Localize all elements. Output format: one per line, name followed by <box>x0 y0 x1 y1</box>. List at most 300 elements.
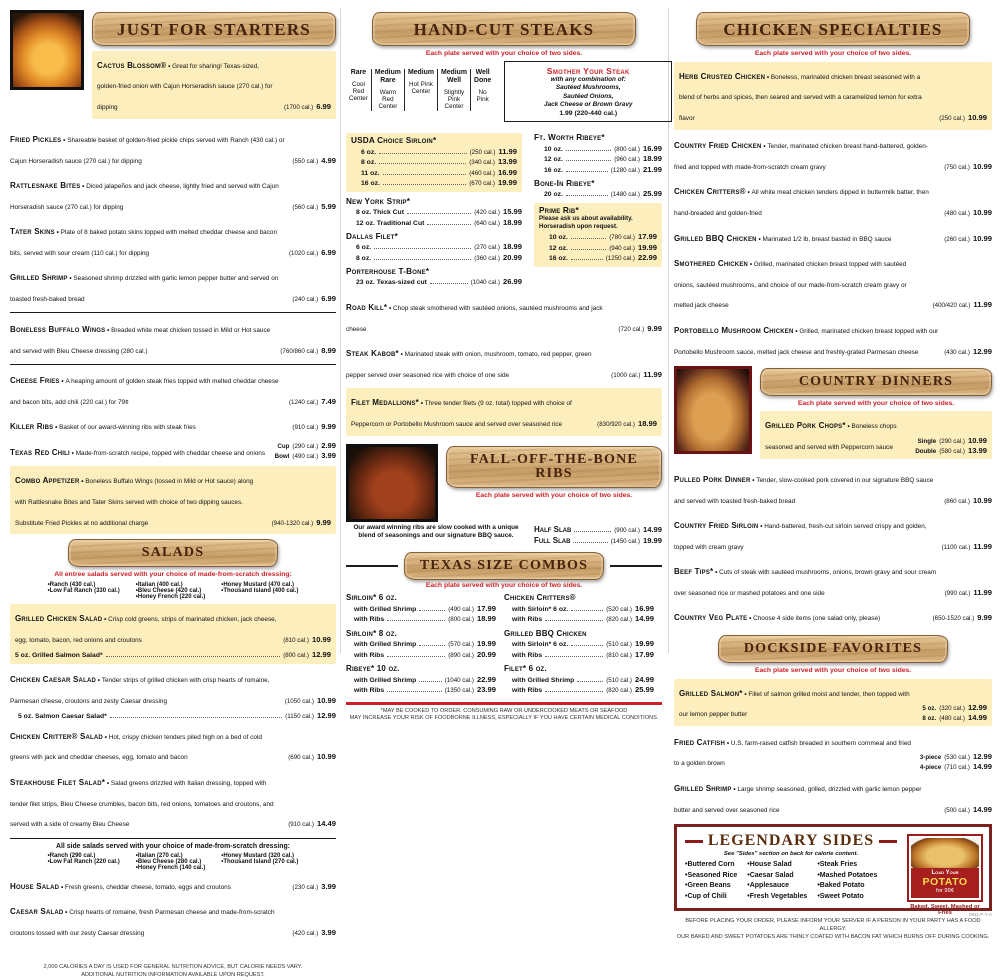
item-price: 18.99 <box>502 217 522 227</box>
salads-entree-note: All entree salads served with your choice of made-from-scratch dressing: <box>54 570 292 578</box>
item-cal: (490 cal.) <box>448 605 474 613</box>
dressing: • Ranch (430 cal.) <box>48 582 120 588</box>
item-name: Boneless Buffalo Wings <box>10 324 106 334</box>
side-dressings <box>10 853 336 871</box>
item-price: 6.99 <box>321 247 336 257</box>
dockside-note: Each plate served with your choice of two sides. <box>754 667 912 675</box>
item-price: 9.99 <box>647 323 662 333</box>
item-price: 10.99 <box>967 113 987 123</box>
loaded-potato-photo <box>911 838 979 868</box>
item-name: Bone-In Ribeye* <box>534 178 595 188</box>
dot-leader <box>577 681 603 682</box>
item-price: 13.99 <box>967 445 987 455</box>
rule-line <box>685 840 703 843</box>
item-cal: (230 cal.) <box>292 884 319 892</box>
divider <box>10 364 336 365</box>
dot-leader <box>571 249 606 250</box>
menu-item-tater-skins <box>10 220 336 262</box>
combo-item <box>504 593 662 625</box>
item-price: 9.99 <box>316 517 331 527</box>
item-cal: (910 cal.) <box>288 821 314 829</box>
item-name: House Salad <box>10 882 60 892</box>
item-name: Combo Appetizer <box>15 476 80 486</box>
dot-leader <box>573 542 607 543</box>
item-price: 12.99 <box>967 703 987 712</box>
menu-item-killer-ribs <box>10 415 336 436</box>
right-footer <box>674 918 992 941</box>
item-cal: (510 cal.) <box>606 641 632 649</box>
item-cal: (400/420 cal.) <box>932 302 971 310</box>
item-price: 3.99 <box>321 928 336 938</box>
red-divider <box>346 702 662 705</box>
size-label: 20 oz. <box>544 191 563 199</box>
item-name: Fried Catfish <box>674 737 726 747</box>
item-cal: (1020 cal.) <box>288 249 319 257</box>
size-label: 12 oz. <box>549 244 568 252</box>
item-desc: • All white meat chicken tenders dipped in buttermilk batter, then hand-breaded and golden-fried <box>674 189 929 217</box>
steak-columns <box>346 128 662 291</box>
item-price: 19.99 <box>637 242 657 252</box>
load-your-potato-badge <box>907 834 983 917</box>
size-label: 4-piece <box>919 764 942 772</box>
item-cal: (810 cal.) <box>283 636 309 644</box>
dot-leader <box>566 195 608 196</box>
cactus-blossom-photo <box>10 10 84 90</box>
doneness-label: Medium Rare <box>374 69 401 84</box>
dot-leader <box>427 224 471 225</box>
doneness-label: Rare <box>350 69 367 76</box>
dressing: • Bleu Cheese (280 cal.) <box>136 859 205 865</box>
item-cal: (1100 cal.) <box>941 543 971 551</box>
ribs-photo <box>346 444 438 522</box>
item-cal: (910 cal.) <box>292 424 319 432</box>
dot-leader <box>419 645 445 646</box>
item-cal: (290 cal.) <box>292 443 319 451</box>
rule-line <box>610 565 662 567</box>
item-price: 20.99 <box>476 649 496 659</box>
item-name: Chicken Critters® <box>504 593 576 603</box>
menu-item-boneless-buffalo-wings <box>10 318 336 360</box>
size-label: Double <box>915 447 937 455</box>
item-cal: (890 cal.) <box>448 651 474 659</box>
item-price: 19.99 <box>634 639 654 649</box>
variant-label: 5 oz. Grilled Salmon Salad* <box>15 652 103 660</box>
menu-item-prime-rib <box>534 203 662 267</box>
side-item: • Caesar Salad <box>747 871 807 882</box>
size-label: 8 oz. <box>361 159 377 167</box>
item-cal: (830/920 cal.) <box>597 420 635 428</box>
item-name: Steak Kabob* <box>346 348 399 358</box>
item-cal: (940 cal.) <box>609 244 635 252</box>
item-price: 14.49 <box>316 819 336 829</box>
dot-leader <box>383 184 466 185</box>
item-price: 22.99 <box>637 253 657 263</box>
dressing: • Honey Mustard (320 cal.) <box>221 853 298 859</box>
item-name: Porterhouse T-Bone* <box>346 266 430 276</box>
menu-item-cactus-blossom <box>92 51 336 119</box>
item-desc: • Chop steak smothered with sautéed onions, sautéed mushrooms and jack cheese <box>346 305 603 333</box>
item-desc: • A heaping amount of golden steak fries topped with melted cheddar cheese and bacon bits, add chili (220 cal.) for 79¢ <box>10 378 279 406</box>
item-name: Beef Tips* <box>674 567 714 577</box>
chicken-note: Each plate served with your choice of two sides. <box>754 50 912 57</box>
item-name: Pulled Pork Dinner <box>674 474 751 484</box>
potato-line: Load Your <box>931 870 959 877</box>
menu-item-filet-medallions <box>346 388 662 436</box>
item-cal: (800 cal.) <box>614 145 640 153</box>
menu-item-grilled-pork-chops <box>760 411 992 459</box>
menu-item-cheese-fries <box>10 369 336 411</box>
item-price: 11.99 <box>643 369 662 379</box>
footer-line: *MAY BE COOKED TO ORDER. CONSUMING RAW OR UNDERCOOKED MEATS OR SEAFOOD <box>380 707 628 714</box>
menu-item-fried-pickles <box>10 128 336 170</box>
menu-item-grilled-shrimp-starter <box>10 266 336 308</box>
item-cal: (260 cal.) <box>944 235 970 243</box>
item-cal: (1000 cal.) <box>611 371 641 379</box>
ribs-header <box>346 444 662 522</box>
item-cal: (710 cal.) <box>944 764 970 772</box>
menu-item-ft-worth-ribeye <box>534 133 662 174</box>
starters-plank: JUST FOR STARTERS <box>92 12 336 46</box>
ribs-desc: Our award winning ribs are slow cooked with a unique blend of seasonings and our signature BBQ sauce. <box>353 523 519 540</box>
item-desc: • Grilled, marinated chicken breast topped with our Portobello Mushroom sauce, melted jack cheese and freshly-grated Parmesan cheese <box>674 328 938 356</box>
combo-option: with Ribs <box>354 616 385 624</box>
item-desc: • Breaded white meat chicken tossed in Mild or Hot sauce and served with Bleu Cheese dressing (280 cal.) <box>10 327 270 355</box>
combo-item <box>504 629 662 661</box>
menu-item-combo-appetizer <box>10 466 336 534</box>
steak-column-left <box>346 128 522 291</box>
item-desc: • Salad greens drizzled with Italian dressing, topped with tender filet strips, Bleu Cheese crumbles, bacon bits, red onions, tomatoes and croutons, and served with a side of creamy Bleu Cheese <box>10 780 274 829</box>
item-cal: (250 cal.) <box>939 115 965 123</box>
item-name: New York Strip* <box>346 196 411 206</box>
item-cal: (1040 cal.) <box>470 279 500 287</box>
item-price: 3.99 <box>321 882 336 892</box>
item-name: Filet Medallions* <box>351 398 419 407</box>
dockside-plank: DOCKSIDE FAVORITES <box>718 635 948 663</box>
item-name: Filet* 6 oz. <box>504 664 547 674</box>
prime-rib-note: Horseradish upon request. <box>539 223 618 231</box>
item-price: 12.99 <box>316 711 336 721</box>
footer-line: 2,000 CALORIES A DAY IS USED FOR GENERAL NUTRITION ADVICE, BUT CALORIE NEEDS VARY. <box>43 964 303 970</box>
item-desc: • U.S. farm-raised catfish breaded in southern cornmeal and fried to a golden brown <box>674 740 911 768</box>
dot-leader <box>566 160 611 161</box>
size-label: 8 oz. Thick Cut <box>356 209 404 217</box>
combos-plank: TEXAS SIZE COMBOS <box>404 552 604 580</box>
doneness-label: Medium <box>407 69 434 76</box>
size-label: 12 oz. Traditional Cut <box>356 219 425 227</box>
item-price: 10.99 <box>967 435 987 445</box>
item-price: 16.99 <box>634 603 654 613</box>
item-cal: (1250 cal.) <box>605 255 635 263</box>
item-name: Texas Red Chili <box>10 447 70 457</box>
doneness-label: Well Done <box>474 69 492 84</box>
item-price: 14.99 <box>972 804 992 814</box>
item-price: 20.99 <box>502 252 522 262</box>
starters-header-stack <box>92 10 336 123</box>
menu-item-chicken-caesar-salad <box>10 668 336 720</box>
item-cal: (650-1520 cal.) <box>932 615 975 623</box>
item-price: 2.99 <box>321 441 336 451</box>
item-cal: (580 cal.) <box>939 447 965 455</box>
item-price: 10.99 <box>972 495 992 505</box>
doneness-and-smother <box>346 61 662 122</box>
item-name: Grilled Pork Chops* <box>765 421 846 431</box>
dot-leader <box>379 153 467 154</box>
size-label: 5 oz. <box>922 705 937 712</box>
item-cal: (550 cal.) <box>292 157 319 165</box>
menu-item-chicken-critters <box>674 180 992 222</box>
item-price: 7.49 <box>321 397 336 407</box>
item-price: 10.99 <box>972 233 992 243</box>
item-price: 12.99 <box>311 650 331 660</box>
menu-item-grilled-salmon <box>674 679 992 727</box>
item-price: 17.99 <box>634 649 654 659</box>
dot-leader <box>571 238 606 239</box>
item-name: Sirloin* 6 oz. <box>346 593 398 603</box>
item-cal: (420 cal.) <box>474 209 500 217</box>
size-label: Cup <box>277 443 290 451</box>
smother-line: Jack Cheese or Brown Gravy <box>544 100 633 108</box>
size-label: 23 oz. Texas-sized cut <box>356 279 427 287</box>
menu-item-chicken-critter-salad <box>10 725 336 767</box>
item-name: Portobello Mushroom Chicken <box>674 325 794 335</box>
side-item: • Steak Fries <box>817 860 877 871</box>
steak-column-right <box>534 128 662 291</box>
size-label: 10 oz. <box>544 145 563 153</box>
dot-leader <box>407 213 471 214</box>
dot-leader <box>571 610 603 611</box>
item-name: Grilled Shrimp <box>674 783 732 793</box>
right-column <box>674 10 992 942</box>
item-cal: (750 cal.) <box>944 164 970 172</box>
dressing: • Low Fat Ranch (330 cal.) <box>48 588 120 594</box>
item-cal: (250 cal.) <box>469 148 496 156</box>
item-name: Chicken Critter® Salad <box>10 731 103 741</box>
item-cal: (1240 cal.) <box>288 399 319 407</box>
combo-item <box>346 664 504 696</box>
item-price: 18.99 <box>642 154 662 164</box>
item-cal: (480 cal.) <box>944 210 970 218</box>
item-name: Grilled Chicken Salad <box>15 613 103 623</box>
item-cal: (690 cal.) <box>288 754 314 762</box>
dot-leader <box>566 150 611 151</box>
menu-item-smothered-chicken <box>674 252 992 314</box>
item-cal: (530 cal.) <box>944 754 970 762</box>
item-price: 6.99 <box>321 293 336 303</box>
item-name: Killer Ribs <box>10 422 54 432</box>
item-cal: (1700 cal.) <box>283 104 314 112</box>
country-plank: COUNTRY DINNERS <box>760 368 992 396</box>
item-cal: (860 cal.) <box>944 497 970 505</box>
menu-item-steakhouse-filet-salad <box>10 771 336 833</box>
item-desc: • Boneless Buffalo Wings (tossed in Mild or Hot sauce) along with Rattlesnake Bites and Tater Skins served with choice of two dipping sauces. Substitute Fried Pickles at no additional charge <box>15 478 253 527</box>
doneness-sub: Slightly Pink Center <box>443 88 465 111</box>
item-name: Ribeye* 10 oz. <box>346 664 400 674</box>
entree-dressings <box>10 582 336 600</box>
item-price: 10.99 <box>316 752 336 762</box>
side-item: • Sweet Potato <box>817 892 877 903</box>
combo-option: with Ribs <box>354 651 385 659</box>
combos-grid <box>346 593 662 696</box>
item-cal: (940-1320 cal.) <box>271 519 314 527</box>
combo-option: with Grilled Shrimp <box>354 641 417 649</box>
dressing: • Honey French (220 cal.) <box>136 594 205 600</box>
dressing: • Bleu Cheese (420 cal.) <box>136 588 205 594</box>
potato-line: for 99¢ <box>935 888 955 895</box>
item-desc: • Plate of 8 baked potato skins topped with melted cheddar cheese and bacon bits, served with sour cream (110 cal.) for dipping <box>10 229 277 257</box>
size-label: 3-piece <box>919 754 942 762</box>
item-cal: (270 cal.) <box>474 244 500 252</box>
footer-line: OUR BAKED AND SWEET POTATOES ARE THINLY COATED WITH BACON FAT WHICH BURNS OFF DURING COOKING. <box>676 933 990 940</box>
doneness-label: Medium Well <box>440 69 468 84</box>
item-price: 16.99 <box>642 143 662 153</box>
item-name: Caesar Salad <box>10 907 64 917</box>
side-item: • Buttered Corn <box>685 860 737 871</box>
item-price: 15.99 <box>502 207 522 217</box>
item-price: 10.99 <box>972 208 992 218</box>
item-name: Cactus Blossom® <box>97 60 167 70</box>
item-name: Tater Skins <box>10 227 55 237</box>
item-desc: • Grilled, marinated chicken breast topped with sautéed onions, sautéed mushrooms, and choice of our made-from-scratch cream gravy or melted jack cheese <box>674 261 907 310</box>
steaks-plank: HAND-CUT STEAKS <box>372 12 636 46</box>
item-price: 26.99 <box>502 277 522 287</box>
dot-leader <box>419 610 445 611</box>
item-cal: (780 cal.) <box>609 234 635 242</box>
item-name: Full Slab <box>534 535 571 545</box>
column-divider-left <box>340 8 341 653</box>
prime-rib-note: Please ask us about availability. <box>539 215 633 223</box>
item-cal: (490 cal.) <box>292 453 319 461</box>
size-label: 6 oz. <box>361 148 377 156</box>
item-desc: • Diced jalapeños and jack cheese, lightly fried and served with Cajun Horseradish sauce (270 cal.) for dipping <box>10 183 279 211</box>
item-price: 9.99 <box>977 613 992 623</box>
item-price: 19.99 <box>476 639 496 649</box>
item-price: 12.99 <box>972 752 992 762</box>
variant-label: 5 oz. Salmon Caesar Salad* <box>18 713 107 721</box>
rule-line <box>879 840 897 843</box>
item-cal: (900 cal.) <box>614 527 640 535</box>
menu-item-grilled-shrimp-dockside <box>674 777 992 819</box>
menu-item-country-fried-chicken <box>674 134 992 176</box>
footer-line: MAY INCREASE YOUR RISK OF FOODBORNE ILLNESS, ESPECIALLY IF YOU HAVE CERTAIN MEDICAL CONDITIONS. <box>349 715 659 722</box>
combos-note: Each plate served with your choice of two sides. <box>425 582 583 590</box>
item-cal: (670 cal.) <box>469 180 495 188</box>
item-cal: (520 cal.) <box>606 605 632 613</box>
dot-leader <box>574 531 611 532</box>
item-cal: (1450 cal.) <box>610 537 640 545</box>
dot-leader <box>387 691 442 692</box>
combo-item <box>504 664 662 696</box>
item-desc: • Basket of our award-winning ribs with steak fries <box>53 424 196 431</box>
footer-line: BEFORE PLACING YOUR ORDER, PLEASE INFORM YOUR SERVER IF A PERSON IN YOUR PARTY HAS A FOOD ALLERGY. <box>685 918 981 933</box>
item-name: Chicken Critters® <box>674 187 746 197</box>
item-desc: • Marinated steak with onion, mushroom, tomato, red pepper, green pepper served over seasoned rice with choice of one side <box>346 351 592 379</box>
menu-item-porterhouse-tbone <box>346 267 522 287</box>
item-cal: (480 cal.) <box>939 715 965 723</box>
salads-side-note: All side salads served with your choice of made-from-scratch dressing: <box>56 842 290 850</box>
combos-header <box>346 552 662 580</box>
item-name: Dallas Filet* <box>346 231 398 241</box>
menu-item-road-kill <box>346 296 662 338</box>
item-name: Country Veg Plate <box>674 613 748 623</box>
item-cal: (720 cal.) <box>618 325 645 333</box>
item-name: Sirloin* 8 oz. <box>346 628 398 638</box>
smother-line: with any combination of: <box>550 76 626 83</box>
combo-option: with Grilled Shrimp <box>512 676 575 684</box>
item-name: Road Kill* <box>346 302 388 312</box>
combo-option: with Ribs <box>354 687 385 695</box>
item-cal: (800 cal.) <box>283 652 309 660</box>
menu-item-rattlesnake-bites <box>10 174 336 216</box>
item-desc: • Tender, marinated chicken breast hand-battered, golden-fried and topped with made-from-scratch cream gravy <box>674 143 928 171</box>
dot-leader <box>571 645 603 646</box>
item-desc: • Tender, slow-cooked pork covered in our signature BBQ sauce and served with toasted fresh-baked bread <box>674 477 933 505</box>
item-name: Herb Crusted Chicken <box>679 71 766 81</box>
smother-title: Smother Your Steak <box>546 66 630 76</box>
dot-leader <box>374 259 471 260</box>
potato-line: POTATO <box>922 875 968 888</box>
item-desc: • Seasoned shrimp drizzled with garlic lemon pepper butter and served on toasted fresh-baked bread <box>10 275 278 303</box>
item-price: 11.99 <box>973 300 992 310</box>
menu-item-new-york-strip <box>346 197 522 227</box>
smother-line: Sautéed Mushrooms, <box>555 84 621 92</box>
rule-line <box>346 565 398 567</box>
combo-item <box>346 593 504 625</box>
item-price: 9.99 <box>321 422 336 432</box>
item-price: 21.99 <box>642 164 662 174</box>
item-cal: (1040 cal.) <box>444 676 474 684</box>
dot-leader <box>566 171 608 172</box>
item-cal: (820 cal.) <box>606 687 632 695</box>
item-desc: • Fillet of salmon grilled moist and tender, then topped with our lemon pepper butter <box>679 691 910 719</box>
doneness-sub: Hot Pink Center <box>409 80 433 96</box>
item-price: 10.99 <box>972 162 992 172</box>
item-name: Half Slab <box>534 525 572 535</box>
item-name: Country Fried Chicken <box>674 141 762 151</box>
dot-leader <box>379 163 466 164</box>
size-label: 16 oz. <box>361 180 380 188</box>
item-price: 18.99 <box>502 242 522 252</box>
dressing: • Honey Mustard (470 cal.) <box>221 582 298 588</box>
item-name: Chicken Caesar Salad <box>10 675 97 685</box>
item-price: 11.99 <box>498 146 517 156</box>
item-price: 14.99 <box>642 525 662 535</box>
middle-column <box>346 10 662 723</box>
item-desc: • Cuts of steak with sautéed mushrooms, onions, brown gravy and sour cream over seasoned rice or mashed potatoes and one side <box>674 569 936 597</box>
dot-leader <box>106 656 281 657</box>
item-price: 24.99 <box>634 674 654 684</box>
item-price: 22.99 <box>476 674 496 684</box>
item-price: 5.99 <box>321 201 336 211</box>
item-cal: (320 cal.) <box>939 705 965 712</box>
combo-option: with Ribs <box>512 616 543 624</box>
legendary-sides-title: LEGENDARY SIDES <box>707 832 875 850</box>
item-desc: • Tender strips of grilled chicken with crisp hearts of romaine, Parmesan cheese, croutons and zesty Caesar dressing <box>10 677 269 705</box>
divider <box>10 838 336 839</box>
dot-leader <box>387 620 445 621</box>
ribs-note: Each plate served with your choice of two sides. <box>475 491 633 499</box>
item-cal: (500 cal.) <box>944 806 970 814</box>
item-cal: (570 cal.) <box>448 641 474 649</box>
starters-header <box>10 10 336 123</box>
left-column <box>10 10 336 980</box>
divider <box>10 312 336 313</box>
item-cal: (1050 cal.) <box>284 697 314 705</box>
pork-chop-photo <box>674 366 752 454</box>
item-price: 14.99 <box>634 614 654 624</box>
item-cal: (960 cal.) <box>614 156 640 164</box>
dressing: • Italian (400 cal.) <box>136 582 205 588</box>
menu-item-country-fried-sirloin <box>674 514 992 556</box>
